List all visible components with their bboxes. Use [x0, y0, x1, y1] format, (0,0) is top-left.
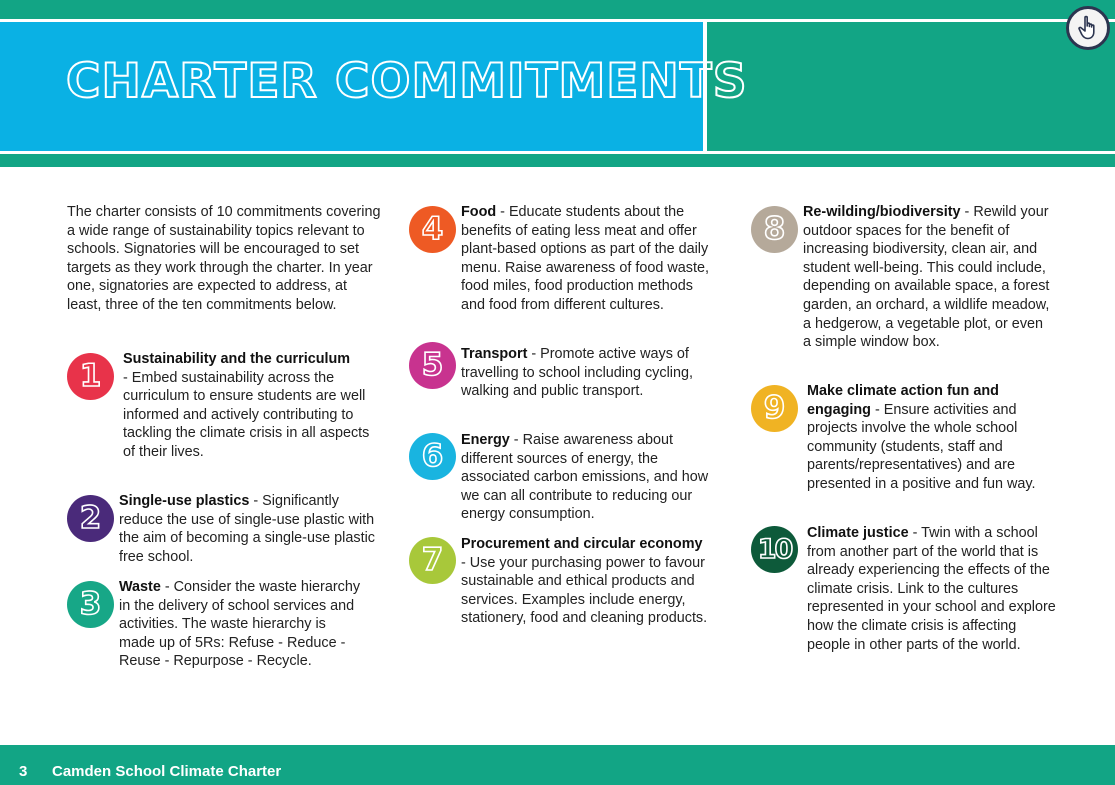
- commitment-2: [119, 492, 377, 566]
- commitment-title: Re-wilding/biodiversity: [803, 204, 961, 220]
- commitment-7: [461, 535, 711, 628]
- header-green-block: [707, 22, 1115, 151]
- commitment-badge-9: [751, 385, 798, 432]
- commitment-text: - Twin with a school from another part of the world that is already experiencing the effects of the climate crisis. Link to the cultures represented in your school and explore how the climate crisis is affecting people in other parts of the world.: [807, 525, 1056, 653]
- commitment-1: [123, 350, 381, 462]
- commitment-text: - Educate students about the benefits of eating less meat and offer plant-based options as part of the daily menu. Raise awareness of food waste, food miles, food production methods and food from different cultures.: [461, 204, 709, 313]
- commitment-title: Sustainability and the curriculum: [123, 351, 351, 367]
- document-title: Camden School Climate Charter: [52, 763, 282, 780]
- commitment-number: 4: [421, 211, 444, 247]
- commitment-number: 1: [79, 358, 102, 394]
- commitment-text: - Consider the waste hierarchy in the delivery of school services and activities. The waste hierarchy is made up of 5Rs: Refuse - Reduce - Reuse - Repurpose - Recycle.: [119, 579, 361, 670]
- commitment-number: 5: [421, 347, 444, 383]
- commitment-text: - Significantly reduce the use of single-use plastic with the aim of becoming a single-use plastic free school.: [119, 493, 375, 565]
- header-top-strip: [0, 0, 1115, 19]
- commitment-number: 8: [763, 211, 786, 247]
- hand-pointer-icon: [1076, 15, 1100, 41]
- commitment-title: Procurement and circular economy: [461, 536, 703, 552]
- commitment-text: - Embed sustainability across the curriculum to ensure students are well informed and actively contributing to tackling the climate crisis in all aspects of their lives.: [123, 369, 370, 460]
- commitment-badge-6: [409, 433, 456, 480]
- commitment-number: 6: [421, 438, 444, 474]
- commitment-number: 3: [79, 586, 102, 622]
- commitment-title: Single-use plastics: [119, 493, 250, 509]
- commitment-4: [461, 203, 711, 315]
- commitment-number: 10: [757, 534, 792, 565]
- page-number: 3: [19, 763, 28, 780]
- page-title: CHARTER COMMITMENTS: [66, 54, 748, 109]
- commitment-9: [807, 382, 1055, 494]
- commitment-badge-7: [409, 537, 456, 584]
- commitment-title: Energy: [461, 432, 510, 448]
- commitment-badge-4: [409, 206, 456, 253]
- commitment-text: - Promote active ways of travelling to school including cycling, walking and public transport.: [461, 346, 693, 400]
- commitment-text: - Use your purchasing power to favour sustainable and ethical products and services. Examples include energy, stationery, food and cleaning products.: [461, 554, 708, 627]
- commitment-number: 7: [421, 542, 444, 578]
- commitment-5: [461, 345, 711, 401]
- commitment-number: 2: [79, 500, 102, 536]
- commitment-badge-1: [67, 353, 114, 400]
- page-footer: [0, 745, 1115, 785]
- commitment-6: [461, 431, 715, 524]
- commitment-badge-3: [67, 581, 114, 628]
- commitment-text: - Raise awareness about different sources of energy, the associated carbon emissions, and how we can all contribute to reducing our energy consumption.: [461, 432, 709, 523]
- commitment-badge-2: [67, 495, 114, 542]
- commitment-title: Transport: [461, 346, 528, 362]
- commitment-3: [119, 578, 365, 671]
- commitment-badge-5: [409, 342, 456, 389]
- commitment-10: [807, 524, 1057, 654]
- commitment-number: 9: [763, 390, 786, 426]
- header-bottom-strip: [0, 154, 1115, 167]
- commitment-badge-10: [751, 526, 798, 573]
- commitment-title: Waste: [119, 579, 161, 595]
- pointer-tool-button[interactable]: [1066, 6, 1110, 50]
- commitment-title: Make climate action fun and engaging: [807, 383, 999, 418]
- intro-paragraph: The charter consists of 10 commitments covering a wide range of sustainability topics relevant to schools. Signatories will be encouraged to set targets as they work through the charter. In year one, signatories are expected to address, at least, three of the ten commitments below.: [67, 204, 381, 313]
- commitment-title: Climate justice: [807, 525, 909, 541]
- commitment-badge-8: [751, 206, 798, 253]
- commitment-8: [803, 203, 1053, 352]
- commitment-title: Food: [461, 204, 497, 220]
- commitment-text: - Rewild your outdoor spaces for the benefit of increasing biodiversity, clean air, and student well-being. This could include, depending on available space, a forest garden, an orchard, a wildlife meadow, a hedgerow, a vegetable plot, or even a simple window box.: [803, 204, 1050, 351]
- commitment-text: - Ensure activities and projects involve the whole school community (students, staff and parents/representatives) and are presented in a positive and fun way.: [807, 401, 1036, 492]
